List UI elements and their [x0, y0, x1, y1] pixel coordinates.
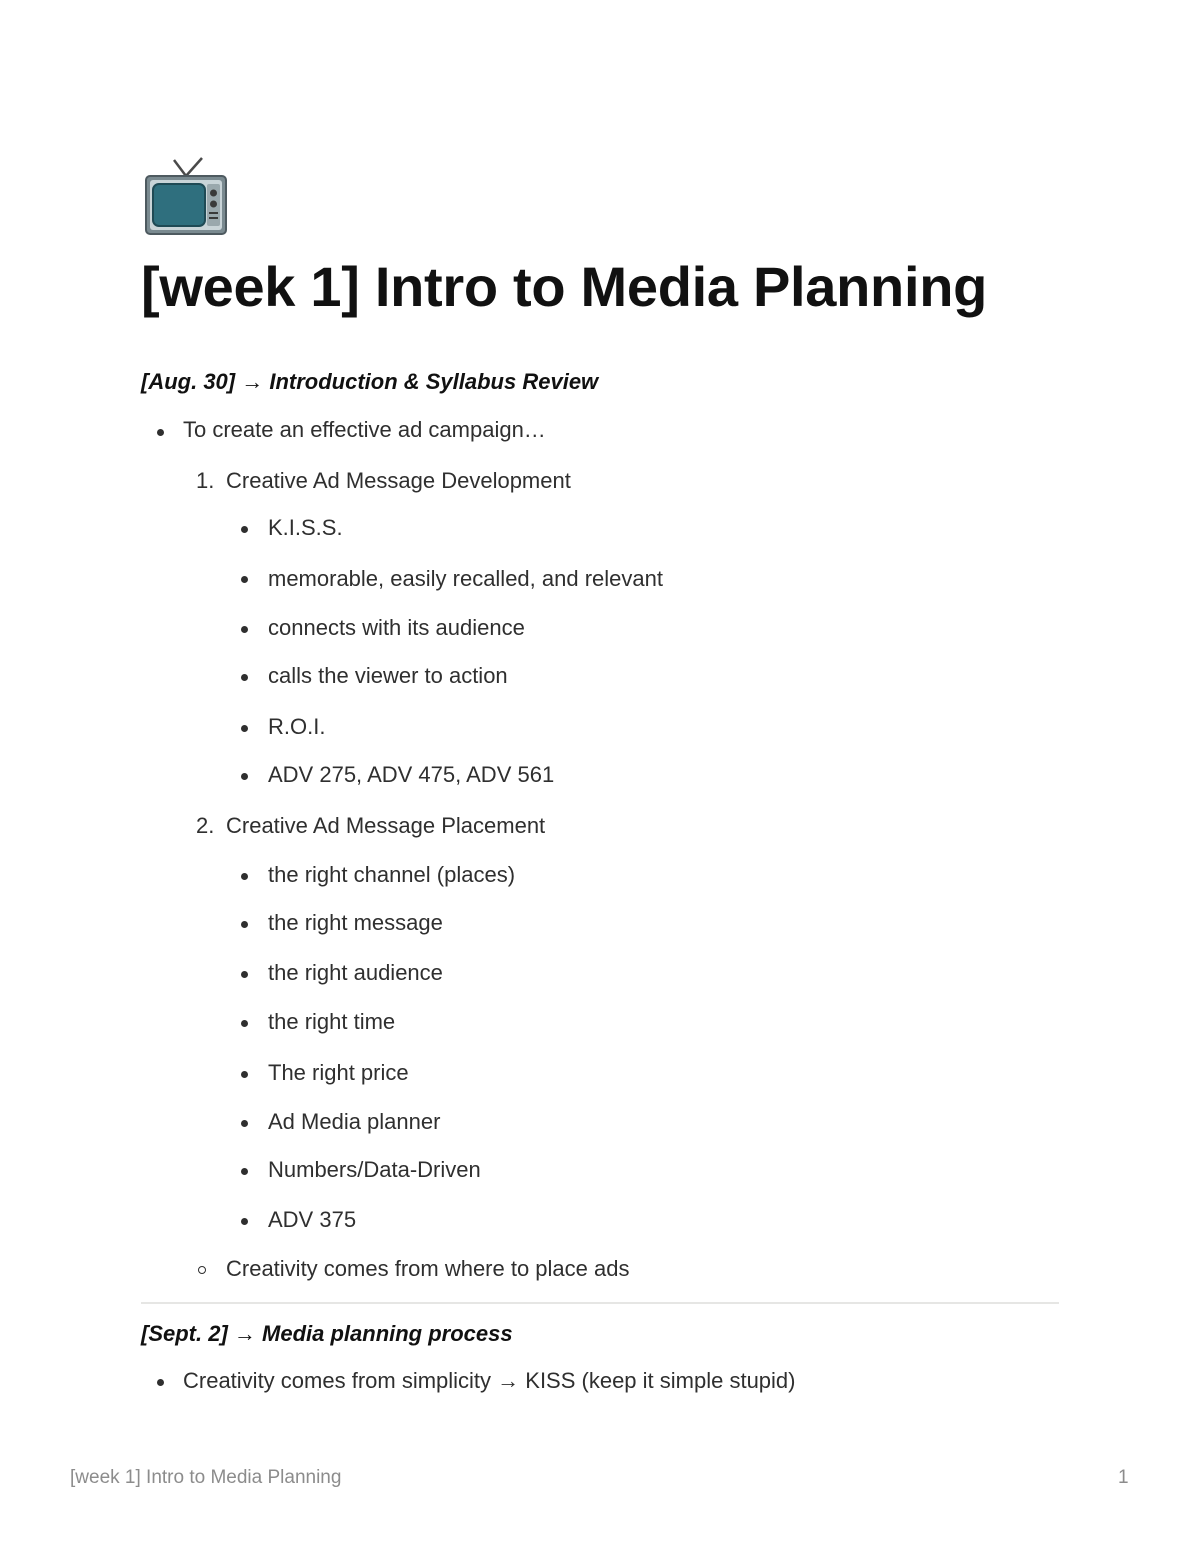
list-number: 2. [196, 813, 215, 838]
list-item: the right audience [268, 960, 443, 985]
numbered-item-development: Creative Ad Message Development [226, 468, 571, 493]
bullet-icon [241, 674, 248, 681]
page-number: 1 [1118, 1467, 1129, 1488]
bullet-icon [241, 921, 248, 928]
bullet-icon [241, 873, 248, 880]
list-item: memorable, easily recalled, and relevant [268, 566, 663, 591]
list-item: K.I.S.S. [268, 515, 343, 540]
list-item: The right price [268, 1060, 409, 1085]
list-item: R.O.I. [268, 714, 326, 739]
bullet-icon [241, 1071, 248, 1078]
section-divider [141, 1302, 1059, 1304]
list-item: Creativity comes from simplicity → KISS (keep it simple stupid) [183, 1368, 796, 1393]
list-item: ADV 375 [268, 1207, 357, 1232]
list-number: 1. [196, 468, 215, 493]
bullet-icon [241, 1020, 248, 1027]
section-heading-aug-30: [Aug. 30] → Introduction & Syllabus Review [141, 369, 599, 394]
list-item: the right message [268, 910, 443, 935]
footer-title: [week 1] Intro to Media Planning [70, 1467, 342, 1488]
list-item: Ad Media planner [268, 1109, 441, 1134]
list-item: the right time [268, 1009, 396, 1034]
bullet-icon [157, 1379, 164, 1386]
bullet-icon [241, 971, 248, 978]
list-item: connects with its audience [268, 615, 525, 640]
hollow-bullet-icon [198, 1266, 206, 1274]
list-item: To create an effective ad campaign… [183, 417, 546, 442]
list-item: the right channel (places) [268, 862, 516, 887]
list-item: ADV 275, ADV 475, ADV 561 [268, 762, 555, 787]
bullet-icon [241, 1218, 248, 1225]
bullet-icon [241, 576, 248, 583]
section-heading-sept-2: [Sept. 2] → Media planning process [141, 1321, 513, 1346]
list-item: calls the viewer to action [268, 663, 508, 688]
numbered-item-placement: Creative Ad Message Placement [226, 813, 546, 838]
page-title: [week 1] Intro to Media Planning [141, 255, 988, 318]
bullet-icon [241, 1168, 248, 1175]
bullet-icon [241, 1120, 248, 1127]
bullet-icon [241, 626, 248, 633]
bullet-icon [157, 429, 164, 436]
bullet-icon [241, 526, 248, 533]
list-item: Numbers/Data-Driven [268, 1157, 481, 1182]
list-item: Creativity comes from where to place ads [226, 1256, 630, 1281]
bullet-icon [241, 773, 248, 780]
television-icon [144, 156, 228, 236]
bullet-icon [241, 725, 248, 732]
